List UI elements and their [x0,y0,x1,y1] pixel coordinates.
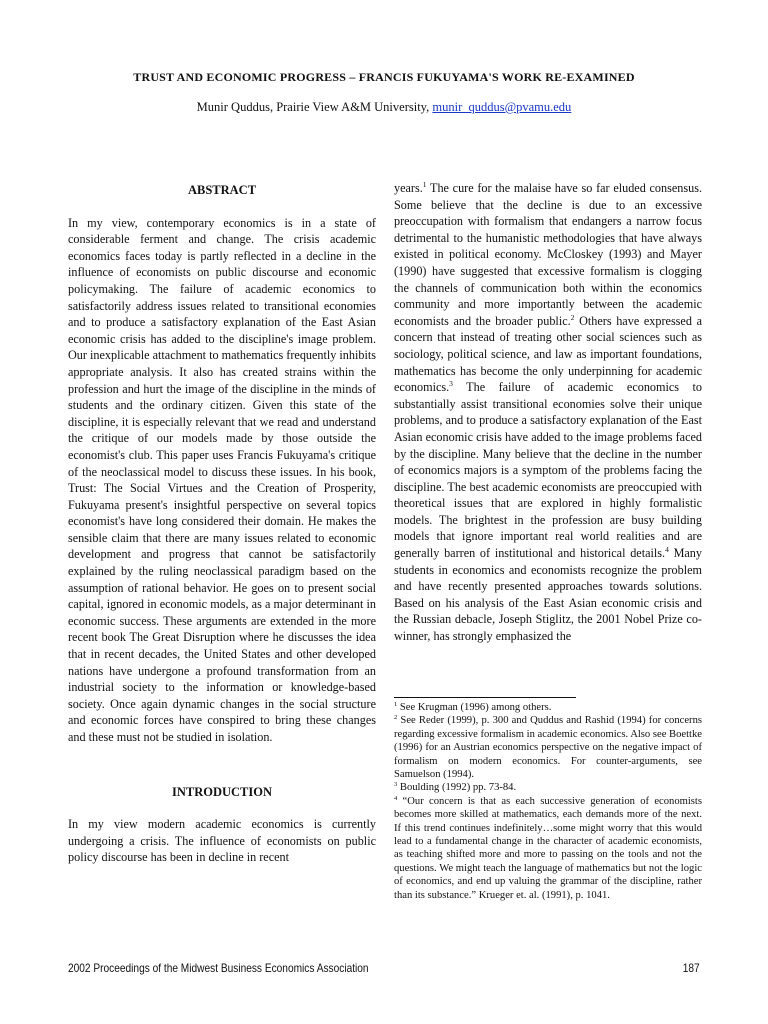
footnote-text: “Our concern is that as each successive generation of economists becomes more skilled at mathematics, each demands more of the next. If this trend continues indefinitely…some might worry that this would lead to a fundamental change in the character of academic economists, as teaching shifted more and more to passing on the tools and not the questions. We might teach the language of mathematics but not the logic of economics, and end up valuing the grammar of the discipline, rather than its substance.” Krueger et. al. (1991), p. 1041. [394,795,702,901]
footnote-text: See Krugman (1996) among others. [397,702,552,713]
footnote-text: Boulding (1992) pp. 73-84. [397,782,517,794]
footnote-ref-3: 3 [449,379,453,389]
footnote-number: 4 [394,794,398,802]
footnote-number: 3 [394,781,398,789]
body-text-4: The failure of academic economics to substantially assist transitional economies solve their unique problems, and to produce a satisfactory explanation of the East Asian economic crisis have added to the image problems faced by the discipline. Many believe that the decline in the number of economics majors is a symptom of the problems facing the discipline. The best academic economists are preoccupied with theoretical issues that are explored in highly formalistic models. The brightest in the profession are busy building models that ignore important real world realities and are generally barren of institutional and historical details. [394,380,702,561]
footnote-ref-2: 2 [570,312,575,322]
abstract-heading: ABSTRACT [187,183,257,197]
footnote-2 [394,714,702,781]
author-email-link[interactable]: munir_quddus@pvamu.edu [432,100,572,114]
body-paragraph [394,180,702,645]
footnotes [394,701,702,902]
page-number: 187 [683,961,700,975]
footnote-3 [394,781,702,794]
left-column [68,180,376,866]
footnote-text: See Reder (1999), p. 300 and Quddus and Rashid (1994) for concerns regarding excessive formalism in academic economics. Also see Boettke (1996) for an Austrian economics perspective on the negative impact of formalism on modern economics. For counter-arguments, see Samuelson (1994). [394,715,702,781]
introduction-heading: INTRODUCTION [171,784,272,799]
footnote-divider [394,697,576,698]
introduction-text: In my view modern academic economics is currently undergoing a crisis. The influence of economists on public policy discourse has been in decline in recent [68,817,376,865]
footnote-number: 1 [394,701,398,708]
footer-proceedings: 2002 Proceedings of the Midwest Business Economics Association [68,961,369,975]
right-column [394,180,702,645]
footnote-4 [394,795,702,902]
body-text-1: years. [394,181,423,195]
footnote-ref-1: 1 [422,180,427,189]
paper-title: TRUST AND ECONOMIC PROGRESS – FRANCIS FUKUYAMA'S WORK RE-EXAMINED [133,70,635,84]
author-name: Munir Quddus, Prairie View A&M University, [196,100,433,114]
body-text-2: The cure for the malaise have so far eluded consensus. Some believe that the decline is due to an excessive preoccupation with formalism that endangers a narrow focus detrimental to the humanistic methodologies that have always existed in political economy. McCloskey (1993) and Mayer (1990) have suggested that excessive formalism is clogging the channels of communication both within the economics community and more importantly between the academic economists and the broader public. [394,181,702,328]
author-line [0,100,768,115]
footnote-number: 2 [394,714,398,722]
abstract-text: In my view, contemporary economics is in a state of considerable ferment and change. The crisis academic economics faces today is partly reflected in a decline in the influence of economists on public discourse and economic policymaking. The failure of academic economics to satisfactorily address issues related to transitional economies and to produce a satisfactory explanation of the East Asian economic crisis has added to the discipline's image problem. Our inexplicable attachment to mathematics frequently inhibits appropriate analysis. It also has created strains within the profession and hurt the image of the discipline in the minds of students and the ordinary citizen. Given this state of the discipline, it is especially relevant that we read and understand the critique of our models made by those outside the economist's club. This paper uses Francis Fukuyama's critique of the neoclassical model to discuss these issues. In his book, Trust: The Social Virtues and the Creation of Prosperity, Fukuyama present's insightful perspective on several topics economist's have long considered their domain. He makes the sensible claim that there are many issues related to economic development and progress that cannot be satisfactorily explained by the ruling neoclassical paradigm based on the assumption of rational behavior. He goes on to present social capital, ignored in economic models, as a major determinant in economic success. These arguments are extended in the more recent book The Great Disruption where he discusses the idea that in recent decades, the United States and other developed nations have undergone a profound transformation from an industrial society to the information or knowledge-based society. Once again dynamic changes in the social structure and economic forces have conspired to bring these changes and these must not be studied in isolation. [68,215,376,744]
body-text-3: Others have expressed a concern that instead of treating other social sciences such as sociology, political science, and law as important foundations, mathematics has become the only underpinning for academic economics. [394,313,702,395]
footnote-ref-4: 4 [665,545,669,555]
footnote-1 [394,701,702,714]
body-text-5: Many students in economics and economists recognize the problem and have recently presented approaches towards solutions. Based on his analysis of the East Asian economic crisis and the Russian debacle, Joseph Stiglitz, the 2001 Nobel Prize co-winner, has strongly emphasized the [394,546,702,644]
